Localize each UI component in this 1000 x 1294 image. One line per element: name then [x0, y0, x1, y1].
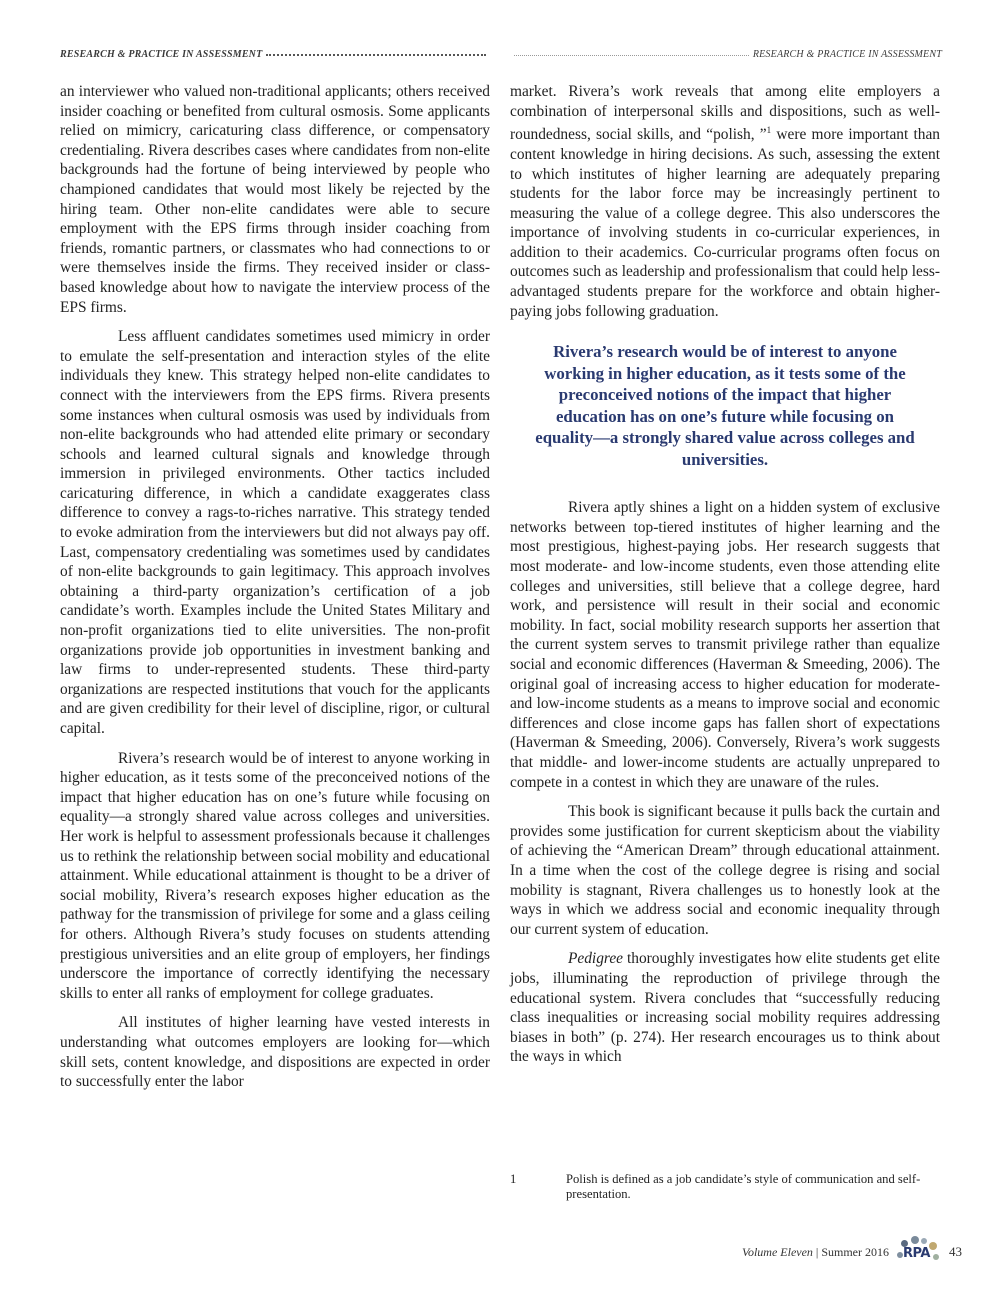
- paragraph: This book is significant because it pulls back the curtain and provides some justification for current skepticism about the viability of achieving the “American Dream” through educational attainment. In a time when the cost of the college degree is rising and social mobility is stagnant, Rivera challenges us to honestly look at the ways in which we address social and economic inequality through our current system of education.: [510, 803, 940, 938]
- volume-label: Volume Eleven: [741, 1244, 813, 1259]
- book-title: Pedigree: [568, 950, 623, 968]
- journal-name-right: RESEARCH & PRACTICE IN ASSESSMENT: [752, 48, 942, 60]
- right-column: [510, 82, 940, 1077]
- running-header-right: [510, 44, 942, 64]
- paragraph-text: were more important than content knowledge in hiring decisions. As such, assessing the extent to which institutes of higher learning are adequately preparing students for the labor force may be increasingly pertinent to measuring the value of a college degree. This also underscores the importance of involving students in co-curricular experiences, in addition to their academics. Co-curricular programs often focus on outcomes such as leadership and professionalism that could help less-advantaged students prepare for the workforce and obtain higher-paying jobs following graduation.: [510, 126, 940, 320]
- page-footer: [742, 1236, 962, 1268]
- rpa-logo-icon: [897, 1236, 941, 1268]
- footnote-number: 1: [510, 1172, 517, 1186]
- paragraph: All institutes of higher learning have vested interests in understanding what outcomes employers are looking for—which skill sets, content knowledge, and dispositions are expected in order to successfully enter the labor: [60, 1014, 490, 1091]
- logo-text: RPA: [903, 1246, 930, 1261]
- footer-separator: |: [815, 1244, 819, 1259]
- paragraph: Rivera aptly shines a light on a hidden system of exclusive networks between top-tiered institutes of higher learning and the most prestigious, highest-paying jobs. Her research suggests that most moderate- and low-income students, even those attending elite colleges and universities, still believe that a college degree, hard work, and persistence will result in their social and economic mobility. In fact, social mobility research supports her assertion that the current system serves to transmit privilege rather than equalize social and economic differences (Haverman & Smeeding, 2006). The original goal of increasing access to higher education for moderate- and low-income students as a means to improve social and economic differences and close income gaps has fallen short of expectations (Haverman & Smeeding, 2006). Conversely, Rivera’s work suggests that middle- and lower-income students are actually unprepared to compete in a contest in which they are unaware of the rules.: [510, 499, 940, 791]
- paragraph-text: thoroughly investigates how elite students get elite jobs, illuminating the reproduction of privilege through the educational system. Rivera concludes that “successfully reducing class inequalities or increasing social mobility requires addressing biases in both” (p. 274). Her research encourages us to think about the ways in which: [510, 950, 940, 1066]
- issue-label: Summer 2016: [821, 1244, 889, 1259]
- paragraph: Rivera’s research would be of interest to anyone working in higher education, as it tests some of the preconceived notions of the impact that higher education has on one’s future while focusing on equality—a strongly shared value across colleges and universities. Her work is helpful to assessment professionals because it challenges us to rethink the relationship between social mobility and educational attainment. While educational attainment is thought to be a driver of social mobility, Rivera’s research exposes higher education as the pathway for the transmission of privilege for some and a glass ceiling for others. Although Rivera’s study focuses on students attending prestigious universities and an elite group of employers, her findings underscore the importance of correctly identifying the necessary skills to enter all ranks of employment for college graduates.: [60, 749, 490, 1002]
- journal-name-left: RESEARCH & PRACTICE IN ASSESSMENT: [60, 48, 263, 60]
- paragraph: [510, 82, 940, 321]
- left-column: [60, 82, 490, 1102]
- footnote-marker: 1: [766, 125, 772, 136]
- page-number: 43: [949, 1244, 962, 1259]
- header-dotted-rule: [514, 55, 749, 56]
- paragraph: an interviewer who valued non-traditional applicants; others received insider coaching or benefited from cultural osmosis. Some applicants relied on mimicry, caricaturing class difference, or compensatory credentialing. Rivera describes cases where candidates from non-elite backgrounds had the fortune of being interviewed by people who championed candidates that would most likely be rejected by the hiring team. Other non-elite candidates were able to secure employment with the EPS firms through insider coaching from friends, romantic partners, or classmates who had connections to or were themselves inside the firms. They received insider or class-based knowledge about how to navigate the interview process of the EPS firms.: [60, 83, 490, 316]
- footnote-text: Polish is defined as a job candidate’s style of communication and self-presentation.: [566, 1172, 921, 1201]
- pull-quote: Rivera’s research would be of interest to anyone working in higher education, as it tests some of the preconceived notions of the impact that higher education has on one’s future while focusing on equality—a strongly shared value across colleges and universities.: [535, 342, 915, 469]
- paragraph: Less affluent candidates sometimes used mimicry in order to emulate the self-presentation and interaction styles of the elite individuals they knew. This strategy helped non-elite candidates to connect with the interviewers from the EPS firms. Rivera presents some instances when cultural osmosis was used by individuals from non-elite backgrounds who had attended elite primary or secondary schools and learned cultural signals and knowledge through immersion in privileged environments. Other tactics included caricaturing difference, in which a candidate exaggerates class difference to convey a rags-to-riches narrative. This strategy tended to evoke admiration from the interviewers but did not always pay off. Last, compensatory credentialing was sometimes used by candidates of non-elite backgrounds to gain legitimacy. This approach involves obtaining a third-party organization’s certification of a job candidate’s worth. Examples include the United States Military and non-profit organizations tied to elite universities. The non-profit organizations provide job opportunities in investment banking and law firms to under-represented students. These third-party organizations are respected institutions that vouch for the applicants and are given credibility for their level of discipline, rigor, or cultural capital.: [60, 328, 490, 737]
- paragraph: [510, 949, 940, 1067]
- running-header-left: [60, 44, 490, 64]
- paragraph-text: market. Rivera’s work reveals that among elite employers a combination of interpersonal skills and dispositions, such as well-roundedness, social skills, and “polish, ”: [510, 83, 940, 144]
- header-dotted-rule: [266, 54, 486, 56]
- footnote: [510, 1172, 940, 1202]
